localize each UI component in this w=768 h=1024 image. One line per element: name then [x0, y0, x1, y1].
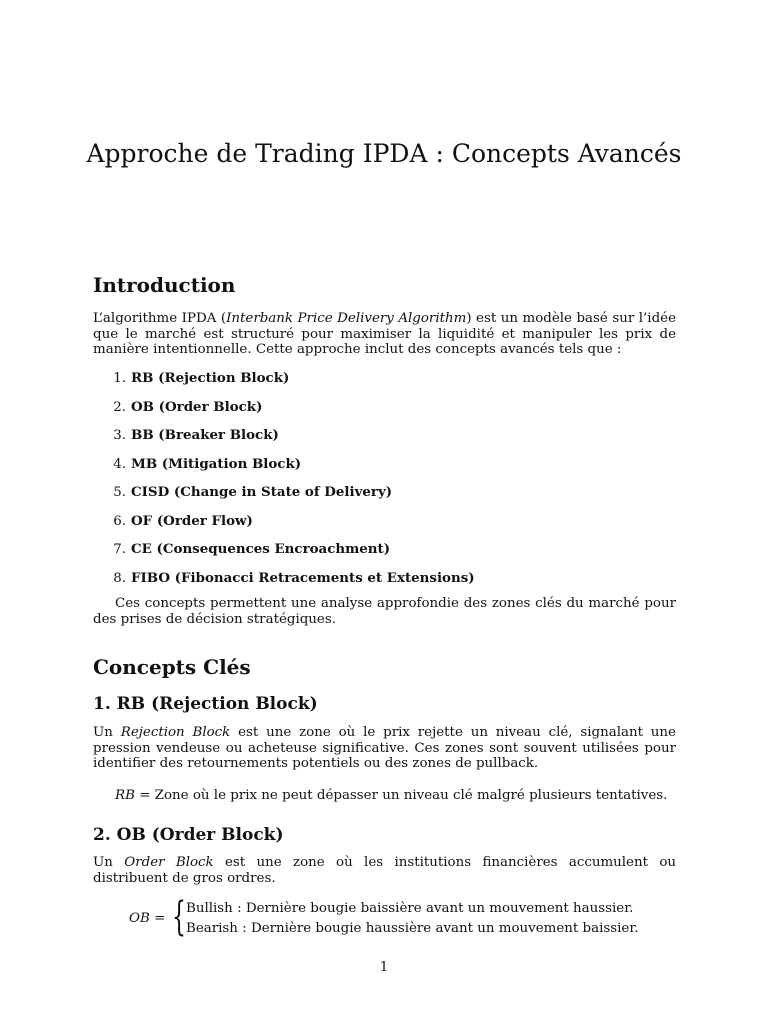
- rb-heading: 1. RB (Rejection Block): [93, 694, 318, 714]
- ob-heading: 2. OB (Order Block): [93, 825, 284, 845]
- list-item: 5. CISD (Change in State of Delivery): [113, 484, 393, 500]
- document-title: Approche de Trading IPDA : Concepts Avancés: [86, 139, 682, 168]
- list-item: 4. MB (Mitigation Block): [113, 455, 302, 472]
- list-item: 7. CE (Consequences Encroachment): [113, 541, 391, 557]
- introduction-paragraph: L’algorithme IPDA (Interbank Price Delivery Algorithm) est un modèle basé sur l’idée que le marché est structuré pour maximiser la liquidité et manipuler les prix de manière intentionnelle. Cette approche inclut des concepts avancés tels que :: [93, 311, 676, 357]
- key-concepts-heading: Concepts Clés: [93, 655, 251, 679]
- ob-case-bullish: Bullish : Dernière bougie baissière avant un mouvement haussier.: [186, 901, 634, 916]
- ob-equation-lhs: OB =: [129, 911, 166, 926]
- ob-case-bearish: Bearish : Dernière bougie haussière avant un mouvement baissier.: [186, 921, 639, 936]
- introduction-heading: Introduction: [93, 273, 236, 297]
- rb-paragraph: Un Rejection Block est une zone où le prix rejette un niveau clé, signalant une pression vendeuse ou acheteuse significative. Ces zones sont souvent utilisées pour identifier des retournements potentiels ou des zones de pullback.: [93, 725, 676, 771]
- list-item: 6. OF (Order Flow): [113, 512, 253, 529]
- rb-equation: RB = Zone où le prix ne peut dépasser un niveau clé malgré plusieurs tentatives.: [115, 788, 668, 803]
- list-item: 8. FIBO (Fibonacci Retracements et Extensions): [113, 569, 475, 586]
- ob-paragraph: Un Order Block est une zone où les institutions financières accumulent ou distribuent de gros ordres.: [93, 855, 677, 886]
- introduction-closing-paragraph: Ces concepts permettent une analyse approfondie des zones clés du marché pour des prises de décision stratégiques.: [93, 596, 676, 627]
- left-brace-icon: {: [172, 894, 186, 940]
- page-number: 1: [379, 960, 389, 975]
- list-item: 1. RB (Rejection Block): [113, 370, 290, 386]
- list-item: 3. BB (Breaker Block): [113, 427, 279, 443]
- list-item: 2. OB (Order Block): [113, 398, 263, 415]
